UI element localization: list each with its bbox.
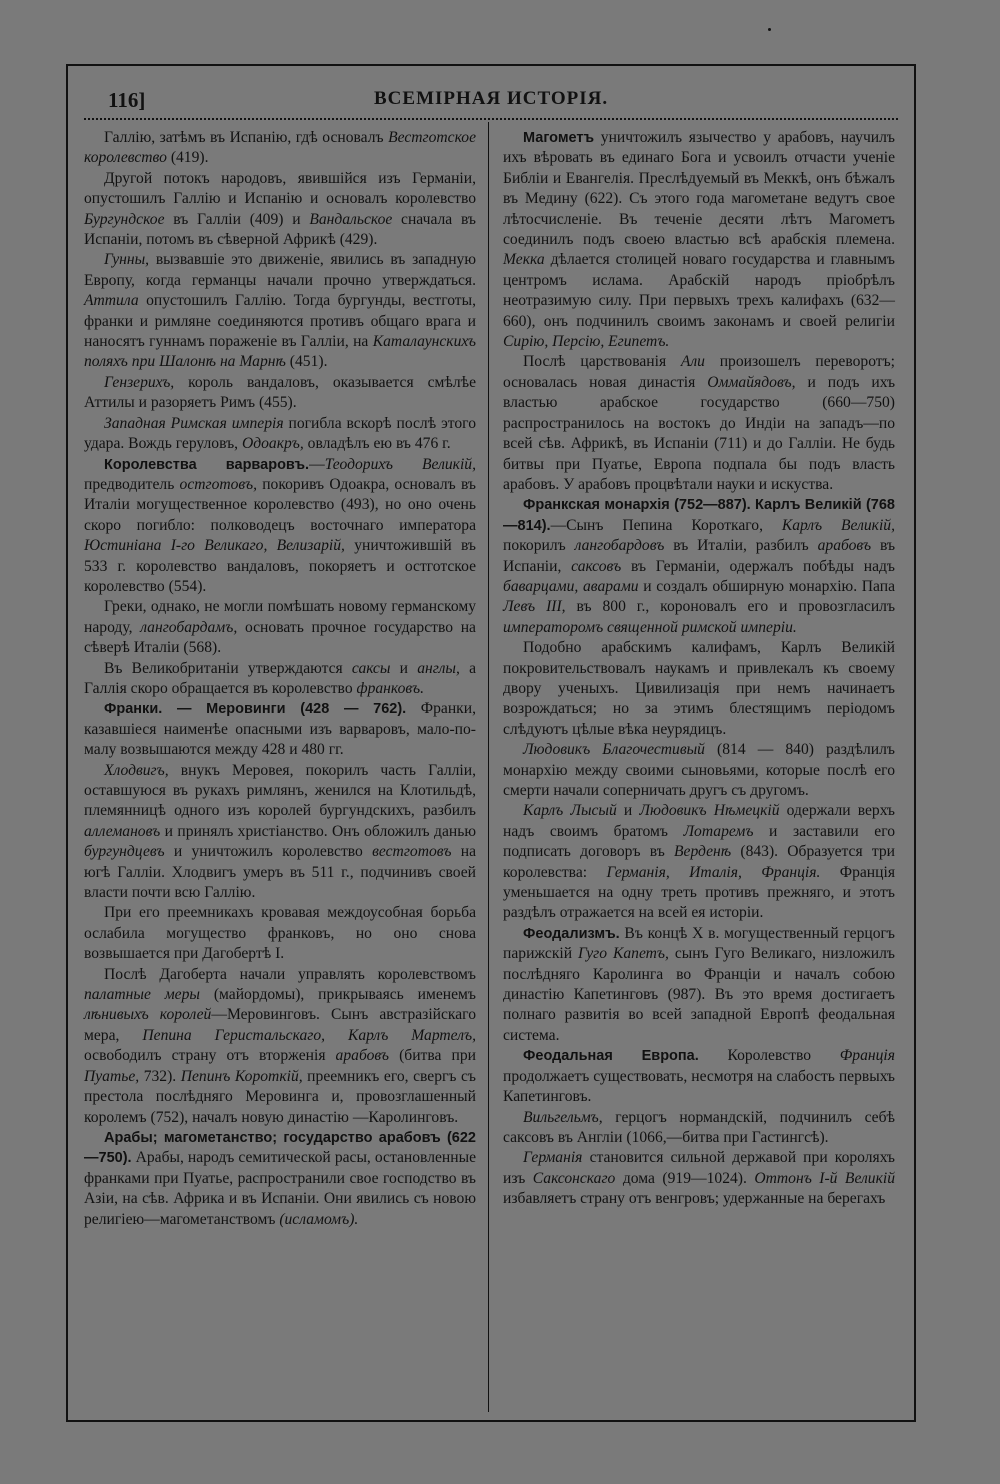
italic-term: Али bbox=[680, 353, 705, 371]
text-run: продолжаетъ существовать, несмотря на слабость первыхъ Капетинговъ. bbox=[503, 1067, 895, 1106]
italic-term: вестготовъ bbox=[372, 843, 452, 861]
paragraph bbox=[503, 740, 895, 801]
italic-term: баварцами, аварами bbox=[503, 577, 639, 595]
italic-term: (исламомъ). bbox=[279, 1210, 359, 1228]
section-heading: Франкская монархія (752—887). Карлъ Великій (768—814). bbox=[503, 497, 895, 534]
text-run: (451). bbox=[285, 353, 328, 371]
italic-term: франковъ. bbox=[356, 679, 424, 697]
italic-term: Западная Римская имперія bbox=[104, 414, 284, 432]
text-run: внукъ Меровея, покорилъ часть Галліи, оставшуюся въ рукахъ римлянъ, женился на Клотильдѣ, племянницѣ одного изъ королей бургундскихъ, разбилъ bbox=[84, 761, 476, 820]
italic-term: Гунны, bbox=[104, 251, 150, 269]
text-run: дѣлается столицей новаго государства и главнымъ центромъ ислама. Арабскій народъ пріобрѣлъ неотразимую силу. При первыхъ трехъ калифахъ (632—660), онъ подчинилъ своимъ законамъ и своей религіи bbox=[503, 251, 895, 330]
text-run: уничтожившій въ 533 г. королевство вандаловъ, покоряетъ и остготское королевство (554). bbox=[84, 537, 476, 595]
italic-term: Лотаремъ bbox=[683, 822, 754, 840]
italic-term: арабовъ bbox=[335, 1047, 390, 1065]
text-run: и принялъ христіанство. Онъ обложилъ данью bbox=[160, 822, 476, 840]
paragraph bbox=[503, 801, 895, 923]
italic-term: Гуго Капетъ, bbox=[578, 945, 669, 963]
text-run: погибла вскорѣ послѣ этого удара. Вождь геруловъ, bbox=[84, 414, 476, 453]
text-run: освободилъ страну отъ вторженія bbox=[84, 1047, 336, 1065]
text-run: въ Италіи, разбилъ bbox=[664, 537, 818, 555]
italic-term: палатные меры bbox=[84, 986, 200, 1004]
paragraph bbox=[503, 1108, 895, 1149]
italic-term: лѣнивыхъ королей bbox=[84, 1006, 212, 1024]
text-run: Арабы, народъ семитической расы, остановленные франками при Пуатье, распространили свое господство въ Азіи, на сѣв. Африка и въ Испаніи. Они явились съ новою религіею—магометанствомъ bbox=[84, 1149, 476, 1228]
paragraph bbox=[503, 638, 895, 740]
italic-term: Сирію, Персію, Египетъ. bbox=[503, 333, 670, 351]
text-run: становится сильной державой при короляхъ изъ bbox=[503, 1149, 895, 1187]
italic-term: Вандальское bbox=[309, 210, 393, 228]
text-run: въ 800 г., короновалъ его и провозгласилъ bbox=[565, 598, 896, 616]
text-run: сынъ Гуго Великаго, низложилъ послѣдняго Каролинга во Франціи и началъ собою династію Капетинговъ (987). Въ это время достигаетъ полнаго развитія во всей западной Европѣ феодальная система. bbox=[503, 945, 895, 1044]
text-run: Королевство bbox=[698, 1047, 840, 1065]
italic-term: Мекка bbox=[503, 251, 545, 269]
text-run: дома (919—1024). bbox=[615, 1169, 755, 1187]
section-heading: Франки. — Меровинги (428 — 762). bbox=[104, 701, 407, 718]
print-speck bbox=[768, 28, 771, 31]
text-run: а Галлія скоро обращается въ королевство bbox=[84, 659, 476, 697]
section-heading: Королевства варваровъ. bbox=[104, 456, 310, 473]
italic-term: Людовикъ Нѣмецкій bbox=[639, 802, 780, 820]
paragraph bbox=[84, 414, 476, 455]
text-run: (814 — 840) раздѣлилъ монархію между своими сыновьями, которые послѣ его смерти начали соперничать другъ съ другомъ. bbox=[503, 741, 895, 799]
right-column bbox=[503, 128, 895, 1210]
text-run: покорилъ bbox=[503, 537, 575, 555]
italic-term: Германія, Италія, Франція. bbox=[606, 863, 821, 881]
text-run: преемникъ его, свергъ съ престола послѣдняго Меровинга и, провозглашенный королемъ (752), началъ новую династію —Каролинговъ. bbox=[84, 1067, 476, 1126]
column-divider bbox=[488, 122, 489, 1412]
paragraph bbox=[84, 699, 476, 760]
text-run: вызвавшіе это движеніе, явились въ западную Европу, когда германцы начали прочно утверждаться. bbox=[84, 251, 476, 289]
paragraph bbox=[503, 128, 895, 352]
text-run: и создалъ обширную монархію. Папа bbox=[638, 577, 896, 595]
text-run: сначала въ Испаніи, потомъ въ сѣверной Африкѣ (429). bbox=[84, 210, 476, 249]
italic-term: лангобардамъ, bbox=[140, 618, 238, 636]
italic-term: остготовъ, bbox=[179, 475, 257, 493]
left-column bbox=[84, 128, 476, 1230]
text-run: Греки, однако, не могли помѣшать новому германскому народу, bbox=[84, 598, 476, 636]
italic-term: Бургундское bbox=[84, 210, 165, 228]
text-run: (419). bbox=[166, 149, 209, 167]
paragraph bbox=[503, 495, 895, 638]
paragraph bbox=[84, 169, 476, 251]
text-run: герцогъ нормандскій, подчинилъ себѣ саксовъ въ Англіи (1066,—битва при Гастингсѣ). bbox=[503, 1108, 895, 1146]
italic-term: Юстиніана І-го Великаго, Велизарій, bbox=[84, 537, 345, 555]
text-run: въ Испаніи, bbox=[503, 537, 896, 575]
italic-term: Теодорихъ Великій, bbox=[324, 455, 476, 473]
section-heading: Феодализмъ. bbox=[523, 925, 620, 942]
paragraph bbox=[84, 128, 476, 169]
paragraph bbox=[84, 903, 476, 964]
text-run: овладѣлъ ею въ 476 г. bbox=[303, 435, 451, 453]
text-run: и заставили его подписать договоръ въ bbox=[503, 822, 896, 861]
text-run: основать прочное государство на сѣверѣ Италіи (568). bbox=[84, 618, 476, 657]
text-run: 732). bbox=[139, 1067, 181, 1085]
italic-term: Оммайядовъ, bbox=[707, 373, 796, 391]
italic-term: Вестготское королевство bbox=[84, 129, 476, 167]
italic-term: Каталаунскихъ поляхъ при Шалонѣ на Марнѣ bbox=[84, 333, 476, 371]
text-run: предводитель bbox=[84, 475, 180, 493]
header-rule bbox=[84, 118, 898, 120]
text-run: Послѣ Дагоберта начали управлять королевствомъ bbox=[104, 965, 476, 983]
text-run: и bbox=[616, 802, 640, 820]
text-run: Въ Великобританіи утверждаются bbox=[104, 659, 352, 677]
text-run: Франція уменьшается на одну треть противъ прежняго, и этотъ раздѣлъ отражается на всей ея исторіи. bbox=[503, 863, 895, 922]
text-run: король вандаловъ, оказывается смѣлѣе Аттилы и разоряетъ Римъ (455). bbox=[84, 373, 476, 412]
italic-term: Карлъ Лысый bbox=[523, 802, 617, 820]
page-header bbox=[108, 88, 898, 114]
text-run: (майордомы), прикрываясь именемъ bbox=[199, 986, 476, 1004]
text-run: Въ концѣ X в. могущественный герцогъ парижскій bbox=[503, 924, 895, 963]
italic-term: Людовикъ Благочестивый bbox=[523, 741, 705, 759]
italic-term: Левъ III, bbox=[503, 598, 566, 616]
italic-term: Гензерихъ, bbox=[104, 373, 175, 391]
text-run: (битва при bbox=[389, 1047, 476, 1065]
paragraph bbox=[84, 250, 476, 372]
text-run: и уничтожилъ королевство bbox=[164, 843, 373, 861]
paragraph bbox=[503, 924, 895, 1046]
section-heading: Арабы; магометанство; государство арабовъ (622—750). bbox=[84, 1129, 476, 1167]
italic-term: лангобардовъ bbox=[574, 537, 665, 555]
text-run: —Меровинговъ. Сынъ австразійскаго мера, bbox=[84, 1006, 476, 1044]
paragraph bbox=[84, 659, 476, 700]
text-run: произошелъ переворотъ; основалась новая династія bbox=[503, 353, 895, 391]
text-run: опустошилъ Галлію. Тогда бургунды, вестготы, франки и римляне соединяются противъ общаго врага и наносятъ гуннамъ пораженіе въ Галліи, на bbox=[84, 292, 476, 351]
running-title: ВСЕМІРНАЯ ИСТОРІЯ. bbox=[374, 88, 609, 109]
italic-term: Хлодвигъ, bbox=[104, 761, 169, 779]
paragraph bbox=[84, 965, 476, 1128]
italic-term: бургундцевъ bbox=[84, 843, 165, 861]
italic-term: Вильгельмъ, bbox=[523, 1108, 603, 1126]
italic-term: саксовъ bbox=[571, 557, 622, 575]
paragraph bbox=[84, 597, 476, 658]
paragraph bbox=[84, 761, 476, 904]
text-run: Франки, казавшіеся наименѣе опасными изъ варваровъ, мало-по-малу возвышаются между 428 и 480 гг. bbox=[84, 700, 476, 759]
italic-term: Пепинъ Короткій, bbox=[180, 1067, 303, 1085]
paragraph bbox=[503, 352, 895, 495]
paragraph bbox=[503, 1148, 895, 1209]
text-run: уничтожилъ язычество у арабовъ, научилъ ихъ вѣровать въ единаго Бога и усвоилъ отчасти ученіе Библіи и Евангелія. Преслѣдуемый въ Меккѣ, онъ бѣжалъ въ Медину (622). Съ этого года магометане ведутъ свое лѣтосчисленіе. Въ теченіе десяти лѣтъ Магометъ соединилъ подъ своею властью всѣ арабскія племена. bbox=[503, 129, 895, 249]
italic-term: саксы bbox=[351, 659, 391, 677]
text-run: Послѣ царствованія bbox=[523, 353, 681, 371]
text-run: Подобно арабскимъ калифамъ, Карлъ Великій покровительствовалъ наукамъ и привлекалъ къ своему двору ученыхъ. Цивилизація при немъ начинаетъ возрождаться; но за этимъ блестящимъ періодомъ слѣдуютъ цѣлые вѣка неурядицъ. bbox=[503, 639, 895, 738]
text-run: одержали верхъ надъ своимъ братомъ bbox=[503, 802, 895, 840]
text-run: Другой потокъ народовъ, явившійся изъ Германіи, опустошилъ Галлію и Испанію и основалъ королевство bbox=[84, 169, 476, 208]
text-run: — bbox=[309, 455, 325, 473]
italic-term: Аттила bbox=[84, 292, 139, 310]
text-run: на югѣ Галліи. Хлодвигъ умеръ въ 511 г., подчинивъ своей власти почти всю Галлію. bbox=[84, 843, 476, 902]
text-run: избавляетъ страну отъ венгровъ; удержанные на берегахъ bbox=[503, 1190, 886, 1208]
text-run: въ Галліи (409) и bbox=[164, 210, 310, 228]
text-run: и подъ ихъ властью арабское государство (660—750) распространилось на востокъ до Индіи на западъ—по всей сѣв. Африкѣ, въ Испаніи (711) и до Галліи. Не будь битвы при Пуатье, Европа подпала бы подъ власть арабовъ. У арабовъ процвѣтали науки и искуства. bbox=[503, 373, 896, 493]
text-run: въ Германіи, одержалъ побѣды надъ bbox=[621, 557, 895, 575]
italic-term: англы, bbox=[417, 659, 460, 677]
italic-term: Франція bbox=[839, 1047, 895, 1065]
paragraph bbox=[84, 373, 476, 414]
italic-term: Оттонъ I-й Великій bbox=[754, 1169, 895, 1187]
italic-term: аллемановъ bbox=[84, 822, 161, 840]
italic-term: арабовъ bbox=[817, 537, 872, 555]
paragraph bbox=[503, 1046, 895, 1107]
italic-term: Германія bbox=[523, 1149, 583, 1167]
italic-term: Верденѣ bbox=[674, 843, 732, 861]
italic-term: Карлъ Великій, bbox=[781, 516, 895, 534]
text-run: покоривъ Одоакра, основалъ въ Италіи могущественное королевство (493), но оно очень скоро погибло: полководецъ восточнаго императора bbox=[84, 475, 476, 534]
italic-term: Пепина Геристальскаго, Карлъ Мартелъ, bbox=[142, 1026, 476, 1044]
italic-term: Пуатье, bbox=[84, 1067, 140, 1085]
italic-term: Саксонскаго bbox=[532, 1169, 616, 1187]
text-run: —Сынъ Пепина Короткаго, bbox=[550, 516, 782, 534]
text-run: При его преемникахъ кровавая междоусобная борьба ослабила могущество франковъ, но оно снова возвышается при Дагобертѣ I. bbox=[84, 904, 476, 963]
text-run: и bbox=[390, 659, 418, 677]
italic-term: императоромъ священной римской имперіи. bbox=[503, 618, 797, 636]
section-heading: Феодальная Европа. bbox=[523, 1048, 699, 1065]
section-heading: Магометъ bbox=[523, 130, 595, 146]
italic-term: Одоакръ, bbox=[241, 435, 304, 453]
text-run: Галлію, затѣмъ въ Испанію, гдѣ основалъ bbox=[104, 129, 389, 146]
text-run: (843). Образуется три королевства: bbox=[503, 843, 895, 881]
paragraph bbox=[84, 455, 476, 598]
paragraph bbox=[84, 1128, 476, 1230]
page-number: 116] bbox=[108, 88, 146, 112]
